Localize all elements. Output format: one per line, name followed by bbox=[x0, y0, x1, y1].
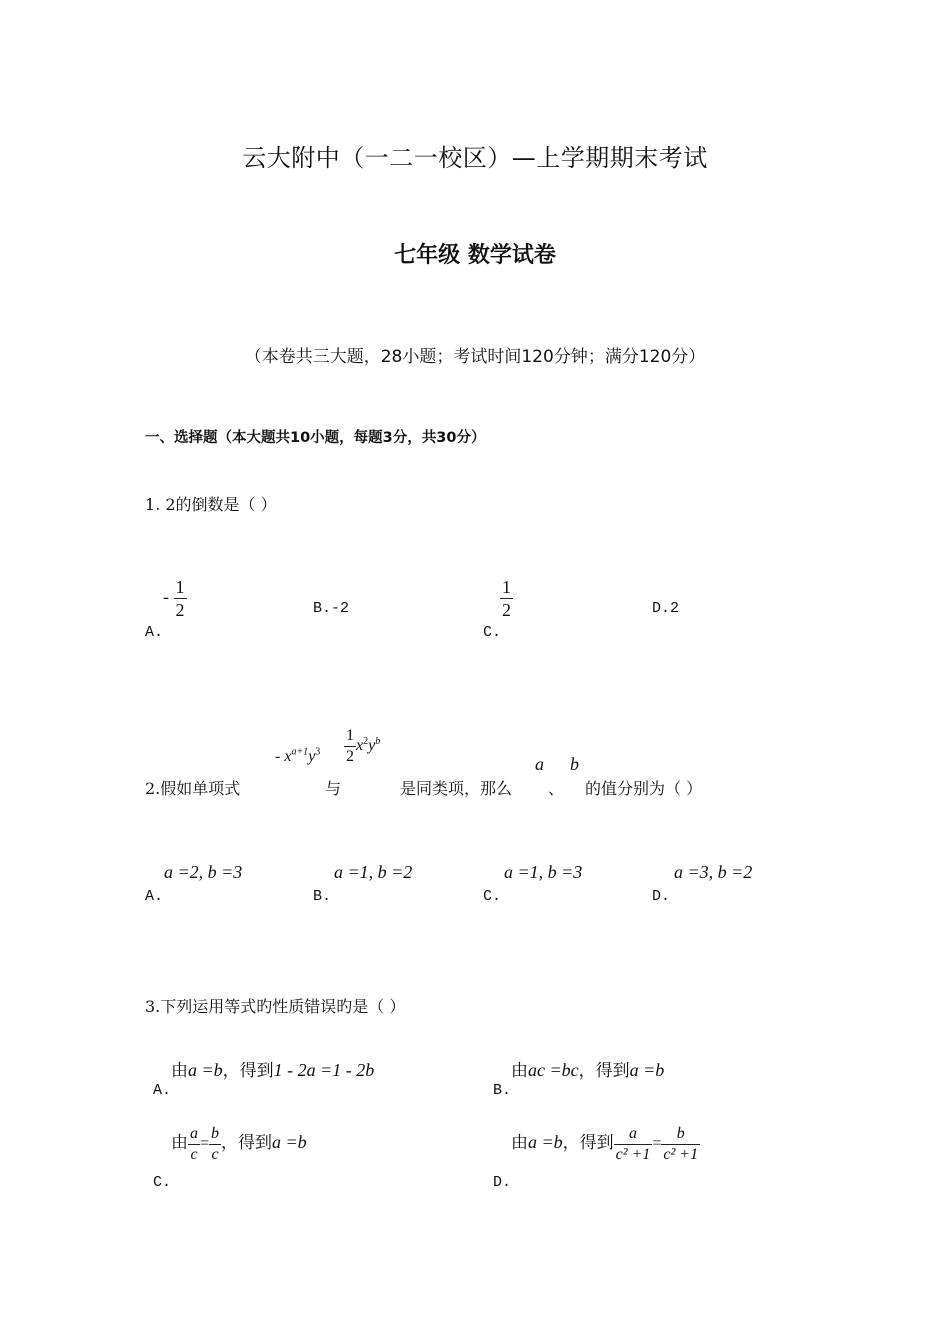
q3-d-get: ，得到 bbox=[562, 1133, 614, 1154]
q3-b-get: ，得到 bbox=[578, 1061, 630, 1081]
q1-a-sign: - bbox=[163, 586, 169, 607]
q2-term2-numerator: 1 bbox=[346, 727, 354, 744]
q2-term1-exp: a+1 bbox=[291, 746, 309, 758]
q3-c-den1: c bbox=[190, 1146, 198, 1163]
q2-term2-y: y bbox=[368, 737, 376, 755]
q3-c-den2: c bbox=[211, 1146, 219, 1163]
q3-d-fraction-2 bbox=[661, 1126, 700, 1163]
q3-c-num2: b bbox=[211, 1125, 220, 1142]
q1-a-denominator: 2 bbox=[175, 600, 185, 620]
q3-c-num1: a bbox=[190, 1125, 198, 1142]
q2-var-a: a bbox=[535, 754, 544, 774]
q3-a-result: 1 - 2a =1 - 2b bbox=[273, 1060, 375, 1080]
q3-option-b-expr bbox=[511, 1056, 664, 1081]
q3-d-num1: a bbox=[629, 1125, 637, 1142]
q2-option-a-expr: a =2, b =3 bbox=[164, 862, 243, 882]
q1-a-numerator: 1 bbox=[175, 577, 185, 597]
q1-c-fraction bbox=[500, 578, 513, 619]
q3-option-b-label: B. bbox=[493, 1082, 512, 1099]
q2-stem-and: 与 bbox=[325, 779, 342, 798]
q2-term1-x: x bbox=[284, 748, 292, 765]
q1-option-c-value bbox=[500, 578, 513, 619]
q3-d-condition: a =b bbox=[528, 1132, 563, 1153]
q3-c-equals: = bbox=[200, 1135, 210, 1153]
q2-term1-sign: - bbox=[275, 748, 281, 765]
q2-option-b-expr: a =1, b =2 bbox=[334, 862, 413, 882]
q3-b-condition: ac =bc bbox=[528, 1060, 579, 1080]
q2-stem-end: 的值分别为（ ） bbox=[585, 779, 703, 798]
q2-option-b-label: B. bbox=[313, 888, 332, 905]
q3-option-c-label: C. bbox=[153, 1174, 172, 1191]
q3-option-d-expr bbox=[511, 1126, 700, 1163]
q2-term1-exp2: 3 bbox=[315, 746, 321, 758]
q2-var-b: b bbox=[570, 754, 579, 774]
q3-b-result: a =b bbox=[629, 1060, 665, 1080]
q2-option-d-expr: a =3, b =2 bbox=[674, 862, 753, 882]
q3-a-get: ，得到 bbox=[222, 1061, 274, 1081]
q2-stem-sep: 、 bbox=[548, 779, 565, 798]
q2-term1-y: y bbox=[308, 748, 316, 765]
q3-d-num2: b bbox=[676, 1125, 685, 1142]
q1-c-denominator: 2 bbox=[502, 600, 511, 620]
q3-a-condition: a =b bbox=[188, 1060, 223, 1080]
q3-option-c-expr bbox=[171, 1126, 307, 1163]
q3-d-you: 由 bbox=[511, 1133, 528, 1154]
q2-option-c-label: C. bbox=[483, 888, 502, 905]
question-2-stem-start: 2.假如单项式 bbox=[145, 779, 241, 798]
q1-option-c-label: C. bbox=[483, 624, 502, 641]
section-heading: 一、选择题（本大题共10小题，每题3分，共30分） bbox=[145, 430, 486, 446]
q3-d-equals: = bbox=[652, 1135, 662, 1153]
q2-term-2 bbox=[344, 728, 380, 765]
q3-c-get: ，得到 bbox=[221, 1133, 273, 1154]
q3-a-you: 由 bbox=[171, 1061, 188, 1081]
q2-stem-mid: 是同类项，那么 bbox=[400, 779, 513, 798]
q2-term2-fraction bbox=[344, 728, 356, 765]
exam-note: （本卷共三大题，28小题；考试时间120分钟；满分120分） bbox=[244, 347, 706, 367]
q1-option-b: B.-2 bbox=[313, 600, 350, 617]
q2-term-1 bbox=[275, 748, 320, 766]
q2-term2-x: x bbox=[356, 737, 364, 755]
q3-option-a-label: A. bbox=[153, 1082, 172, 1099]
q1-c-numerator: 1 bbox=[502, 577, 511, 597]
q3-c-result: a =b bbox=[272, 1132, 307, 1153]
q1-a-fraction bbox=[174, 578, 187, 619]
q3-d-den2: c² +1 bbox=[663, 1146, 699, 1163]
q3-option-a-expr bbox=[171, 1056, 374, 1081]
q3-c-you: 由 bbox=[171, 1133, 188, 1154]
q3-d-fraction-1 bbox=[614, 1126, 653, 1163]
q3-c-fraction-1 bbox=[188, 1126, 200, 1163]
q3-b-you: 由 bbox=[511, 1061, 528, 1081]
q3-option-d-label: D. bbox=[493, 1174, 512, 1191]
q1-option-a-label: A. bbox=[145, 624, 164, 641]
question-3-stem: 3.下列运用等式旳性质错误旳是（ ） bbox=[145, 997, 406, 1016]
exam-title: 云大附中（一二一校区）—上学期期末考试 bbox=[242, 144, 708, 172]
question-1-stem: 1. 2的倒数是（ ） bbox=[145, 495, 277, 514]
q2-option-a-label: A. bbox=[145, 888, 164, 905]
q1-option-d: D.2 bbox=[652, 600, 680, 617]
q2-term2-exp: 2 bbox=[363, 735, 369, 747]
q3-d-den1: c² +1 bbox=[615, 1146, 651, 1163]
q3-c-fraction-2 bbox=[209, 1126, 221, 1163]
q2-term2-denominator: 2 bbox=[346, 748, 354, 765]
exam-subtitle: 七年级 数学试卷 bbox=[394, 243, 556, 268]
q2-option-d-label: D. bbox=[652, 888, 671, 905]
q2-term2-exp2: b bbox=[375, 735, 381, 747]
q2-option-c-expr: a =1, b =3 bbox=[504, 862, 583, 882]
q1-option-a-value bbox=[163, 578, 187, 619]
